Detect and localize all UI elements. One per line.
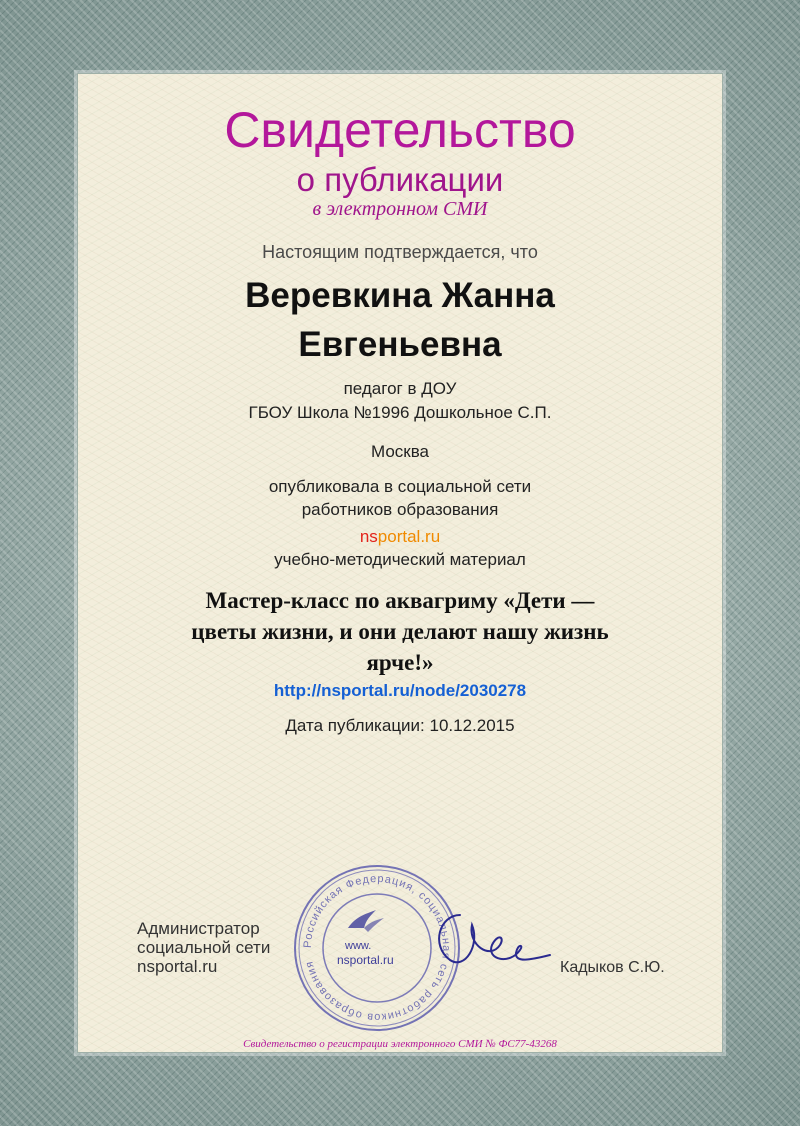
admin-line3: nsportal.ru xyxy=(137,957,218,976)
certificate-subtitle: о публикации xyxy=(296,161,504,198)
bird-logo-icon xyxy=(346,906,386,936)
stamp-site: nsportal.ru xyxy=(337,953,394,967)
publication-link[interactable]: http://nsportal.ru/node/2030278 xyxy=(273,681,527,700)
certificate-title: Свидетельство xyxy=(224,102,576,158)
publication-date: Дата публикации: 10.12.2015 xyxy=(285,716,515,735)
published-text-line1: опубликовала в социальной сети xyxy=(268,477,532,496)
material-type: учебно-методический материал xyxy=(274,550,526,569)
admin-line2: социальной сети xyxy=(137,938,271,957)
certificate-subtitle-media: в электронном СМИ xyxy=(312,198,488,220)
site-brand-rest: portal.ru xyxy=(377,527,441,546)
recipient-school: ГБОУ Школа №1996 Дошкольное С.П. xyxy=(248,403,552,422)
recipient-city: Москва xyxy=(370,442,430,461)
confirm-text: Настоящим подтверждается, что xyxy=(262,242,538,262)
admin-line1: Администратор xyxy=(137,919,260,938)
recipient-name-line1: Веревкина Жанна xyxy=(245,276,555,315)
work-title-line3: ярче!» xyxy=(366,650,434,675)
work-title-line1: Мастер-класс по аквагриму «Дети — xyxy=(205,588,595,613)
administrator-block xyxy=(137,919,270,976)
recipient-position: педагог в ДОУ xyxy=(343,379,457,398)
stamp-www: www. xyxy=(345,940,372,952)
registration-footer: Свидетельство о регистрации электронного СМИ № ФС77-43268 xyxy=(243,1038,557,1050)
recipient-name-line2: Евгеньевна xyxy=(298,325,502,364)
site-brand-ns: ns xyxy=(359,527,378,546)
signature-icon xyxy=(420,905,560,985)
work-title xyxy=(0,585,800,678)
signer-name: Кадыков С.Ю. xyxy=(560,959,665,976)
stamp-outer-text: Российская Федерация, социальная сеть работников образования xyxy=(301,872,453,1024)
site-brand xyxy=(0,526,800,548)
work-title-line2: цветы жизни, и они делают нашу жизнь xyxy=(191,619,609,644)
published-text-line2: работников образования xyxy=(301,500,499,519)
